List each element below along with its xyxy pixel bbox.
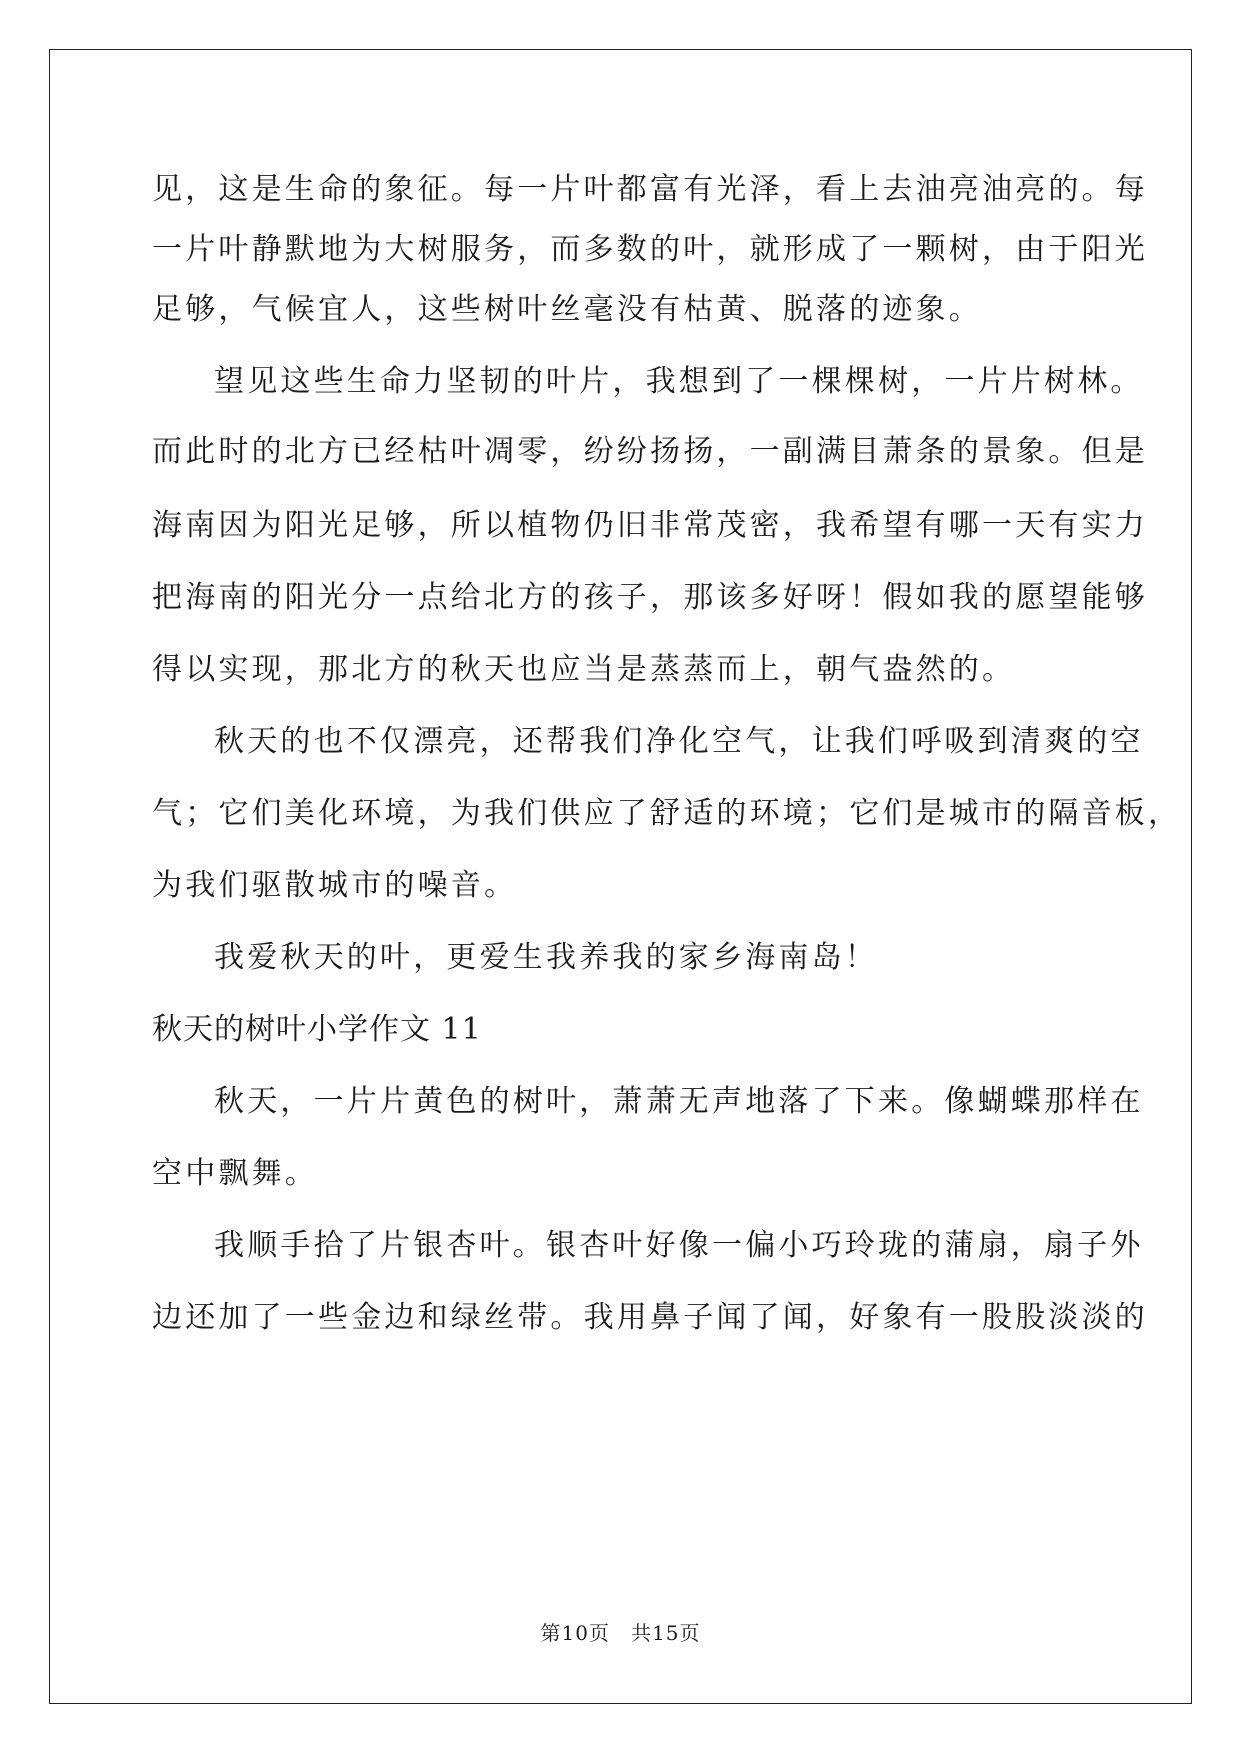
text-line: 空中飘舞。	[152, 1156, 318, 1191]
page-number-footer: 第10页 共15页	[540, 1621, 701, 1645]
text-line: 一片叶静默地为大树服务，而多数的叶，就形成了一颗树，由于阳光	[152, 232, 1148, 267]
text-line: 见，这是生命的象征。每一片叶都富有光泽，看上去油亮油亮的。每	[152, 172, 1148, 207]
text-line: 把海南的阳光分一点给北方的孩子，那该多好呀！假如我的愿望能够	[152, 580, 1148, 615]
paragraph-start-line: 我爱秋天的叶，更爱生我养我的家乡海南岛！	[214, 940, 878, 975]
paragraph-start-line: 秋天，一片片黄色的树叶，萧萧无声地落了下来。像蝴蝶那样在	[214, 1084, 1144, 1119]
paragraph-start-line: 秋天的也不仅漂亮，还帮我们净化空气，让我们呼吸到清爽的空	[214, 724, 1144, 759]
text-line: 海南因为阳光足够，所以植物仍旧非常茂密，我希望有哪一天有实力	[152, 508, 1148, 543]
text-line: 边还加了一些金边和绿丝带。我用鼻子闻了闻，好象有一股股淡淡的	[152, 1300, 1148, 1335]
text-line: 气；它们美化环境，为我们供应了舒适的环境；它们是城市的隔音板，	[152, 796, 1182, 831]
section-heading: 秋天的树叶小学作文 11	[152, 1012, 482, 1047]
text-line: 足够，气候宜人，这些树叶丝毫没有枯黄、脱落的迹象。	[152, 292, 982, 327]
text-line: 而此时的北方已经枯叶凋零，纷纷扬扬，一副满目萧条的景象。但是	[152, 434, 1148, 469]
text-line: 为我们驱散城市的噪音。	[152, 868, 518, 903]
text-line: 得以实现，那北方的秋天也应当是蒸蒸而上，朝气盎然的。	[152, 652, 1016, 687]
paragraph-start-line: 望见这些生命力坚韧的叶片，我想到了一棵棵树，一片片树林。	[214, 364, 1144, 399]
paragraph-start-line: 我顺手拾了片银杏叶。银杏叶好像一偏小巧玲珑的蒲扇，扇子外	[214, 1228, 1144, 1263]
